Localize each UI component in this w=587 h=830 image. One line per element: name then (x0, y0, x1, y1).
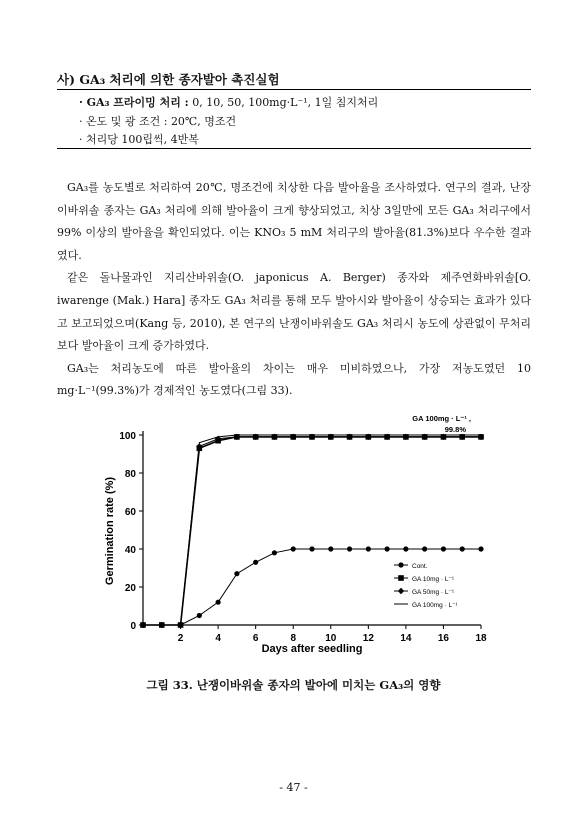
chart-series (140, 434, 484, 629)
x-tick-label: 6 (252, 633, 259, 644)
x-tick-label: 12 (362, 633, 374, 644)
figure-caption: 그림 33. 난쟁이바위솔 종자의 발아에 미치는 GA₃의 영향 (146, 678, 441, 692)
data-point (291, 546, 296, 551)
priming-label: · GA₃ 프라이밍 처리 : (79, 96, 189, 109)
paragraph-2: 같은 돌나물과인 지리산바위솔(O. japonicus A. Berger) 종자와 제주연화바위솔[O. iwarenge (Mak.) Hara] 종자도 GA₃ 처리를 통해 모두 발아시와 발아율이 상승되는 효과가 있다고 보고되었으며(Kang 등, 2010), 본 연구의 난쟁이바위솔도 GA₃ 처리시 농도에 상관없이 무처리보다 발아율이 크게 증가하였다. (57, 271, 531, 353)
annotation-line-1: GA 100mg · L⁻¹ , (412, 414, 471, 423)
data-point (309, 546, 314, 551)
legend-label: Cont. (412, 563, 428, 570)
y-tick-label: 20 (124, 583, 136, 594)
legend-label: GA 100mg · L⁻¹ (412, 602, 458, 609)
data-point (366, 546, 371, 551)
condition-line-replicates: · 처리당 100립씩, 4반복 (79, 133, 199, 146)
series-2 (140, 434, 484, 628)
legend-label: GA 50mg · L⁻¹ (412, 589, 455, 596)
y-tick-label: 40 (124, 545, 136, 556)
page-number: - 47 - (279, 781, 308, 794)
x-tick-label: 18 (475, 633, 487, 644)
paragraph-3: GA₃는 처리농도에 따른 발아율의 차이는 매우 미비하였으나, 가장 저농도였던 10 mg·L⁻¹(99.3%)가 경제적인 농도였다(그림 33). (57, 361, 531, 398)
series-line (143, 437, 481, 625)
chart-legend (394, 562, 459, 609)
series-1 (140, 546, 483, 627)
data-point (197, 613, 202, 618)
y-tick-label: 80 (124, 469, 136, 480)
series-4 (143, 435, 481, 625)
priming-value: 0, 10, 50, 100mg·L⁻¹, 1일 침지처리 (192, 96, 379, 109)
legend-label: GA 10mg · L⁻¹ (412, 576, 455, 583)
data-point (272, 550, 277, 555)
section-title: 사) GA₃ 처리에 의한 종자발아 촉진실험 (57, 72, 280, 87)
data-point (347, 546, 352, 551)
data-point (328, 546, 333, 551)
data-point (216, 600, 221, 605)
condition-line-temperature: · 온도 및 광 조건 : 20℃, 명조건 (79, 115, 237, 128)
y-axis-label: Germination rate (%) (104, 476, 116, 586)
legend-marker (398, 588, 404, 594)
data-point (422, 546, 427, 551)
legend-marker (398, 562, 403, 567)
x-tick-label: 2 (177, 633, 184, 644)
data-point (234, 571, 239, 576)
chart-axes (119, 431, 487, 644)
data-point (253, 560, 258, 565)
y-tick-label: 60 (124, 507, 136, 518)
data-point (385, 546, 390, 551)
series-line (143, 435, 481, 625)
data-point (460, 546, 465, 551)
paragraph-1: GA₃를 농도별로 처리하여 20℃, 명조건에 치상한 다음 발아율을 조사하였다. 연구의 결과, 난장이바위솔 종자는 GA₃ 처리에 의해 발아율이 크게 향상되었고, 치상 3일만에 모든 GA₃ 처리구에서 99% 이상의 발아율을 확인되었다. 이는 KNO₃ 5 mM 처리구의 발아율(81.3%)보다 우수한 결과였다. (57, 181, 531, 262)
x-tick-label: 16 (437, 633, 450, 644)
x-tick-label: 10 (325, 633, 337, 644)
y-tick-label: 0 (130, 621, 136, 632)
x-tick-label: 14 (400, 633, 412, 644)
x-axis-label: Days after seedling (261, 643, 363, 655)
data-point (441, 546, 446, 551)
x-tick-label: 4 (215, 633, 221, 644)
data-point (403, 546, 408, 551)
y-tick-label: 100 (119, 431, 136, 442)
data-point (478, 546, 483, 551)
series-line (143, 549, 481, 625)
annotation-line-2: 99.8% (444, 425, 466, 434)
x-tick-label: 8 (290, 633, 297, 644)
series-line (143, 437, 481, 625)
legend-marker (398, 575, 404, 581)
series-3 (140, 434, 484, 629)
